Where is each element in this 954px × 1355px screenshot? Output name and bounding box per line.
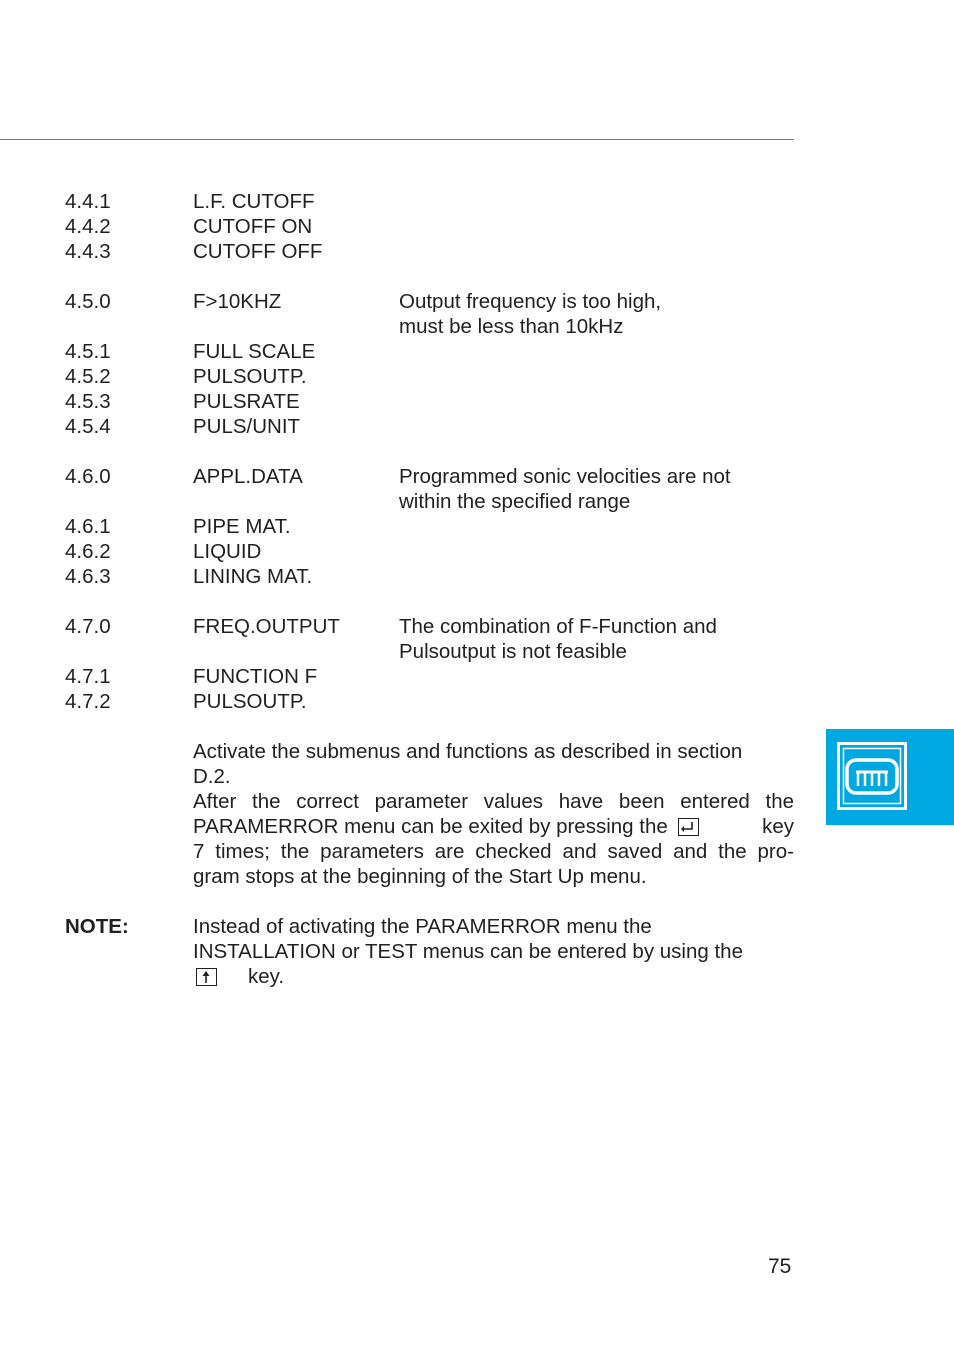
instructions-paragraph (193, 739, 794, 889)
table-row (65, 339, 794, 364)
item-code: PULSOUTP. (193, 365, 307, 388)
table-row (65, 614, 794, 639)
table-row (65, 539, 794, 564)
item-number: 4.6.3 (65, 565, 111, 588)
item-code: CUTOFF ON (193, 215, 313, 238)
table-row (65, 564, 794, 589)
note-line: Instead of activating the PARAMERROR menu the (193, 915, 652, 938)
item-number: 4.6.0 (65, 465, 111, 488)
item-code: APPL.DATA (193, 465, 303, 488)
header-rule (0, 139, 794, 140)
item-number: 4.4.2 (65, 215, 111, 238)
item-code: PULSRATE (193, 390, 300, 413)
item-number: 4.7.0 (65, 615, 111, 638)
item-number: 4.6.1 (65, 515, 111, 538)
item-code: FULL SCALE (193, 340, 316, 363)
table-row (65, 214, 794, 239)
note-block (65, 914, 794, 989)
page-number: 75 (768, 1255, 792, 1278)
item-code: F>10KHZ (193, 290, 282, 313)
item-code: PULS/UNIT (193, 415, 301, 438)
table-row (65, 189, 794, 214)
paragraph-line: 7 times; the parameters are checked and saved and the pro- (193, 840, 794, 863)
item-code: FUNCTION F (193, 665, 318, 688)
item-number: 4.4.1 (65, 190, 111, 213)
note-line: INSTALLATION or TEST menus can be entered by using the (193, 940, 743, 963)
item-number: 4.7.2 (65, 690, 111, 713)
item-description: within the specified range (399, 490, 631, 513)
table-row (65, 664, 794, 689)
paragraph-line: gram stops at the beginning of the Start Up menu. (193, 865, 647, 888)
table-row (65, 489, 794, 514)
table-row (65, 639, 794, 664)
flowmeter-device-icon (837, 742, 907, 810)
table-row (65, 289, 794, 314)
item-number: 4.5.3 (65, 390, 111, 413)
table-row (65, 514, 794, 539)
item-code: FREQ.OUTPUT (193, 615, 340, 638)
item-code: LIQUID (193, 540, 262, 563)
item-description: must be less than 10kHz (399, 315, 624, 338)
paragraph-line: Activate the submenus and functions as described in section (193, 740, 743, 763)
up-arrow-key-icon (196, 968, 217, 986)
item-number: 4.5.0 (65, 290, 111, 313)
table-row (65, 414, 794, 439)
section-tab (826, 729, 954, 825)
note-line (193, 964, 794, 989)
item-description: The combination of F-Function and (399, 615, 717, 638)
table-row (65, 389, 794, 414)
note-text (193, 914, 794, 989)
item-code: PULSOUTP. (193, 690, 307, 713)
paragraph-line: D.2. (193, 765, 231, 788)
note-text: key. (248, 965, 285, 988)
table-row (65, 464, 794, 489)
item-code: CUTOFF OFF (193, 240, 323, 263)
paragraph-text: key (762, 815, 794, 838)
item-code: L.F. CUTOFF (193, 190, 315, 213)
item-number: 4.5.1 (65, 340, 111, 363)
item-number: 4.7.1 (65, 665, 111, 688)
table-row (65, 689, 794, 714)
item-code: LINING MAT. (193, 565, 313, 588)
item-description: Pulsoutput is not feasible (399, 640, 627, 663)
enter-key-icon (678, 818, 699, 836)
item-description: Output frequency is too high, (399, 290, 662, 313)
item-number: 4.5.2 (65, 365, 111, 388)
note-label: NOTE: (65, 915, 129, 938)
item-description: Programmed sonic velocities are not (399, 465, 731, 488)
table-row (65, 314, 794, 339)
table-row (65, 364, 794, 389)
paragraph-text: PARAMERROR menu can be exited by pressing the (193, 815, 668, 838)
item-code: PIPE MAT. (193, 515, 291, 538)
item-number: 4.5.4 (65, 415, 111, 438)
table-row (65, 239, 794, 264)
item-number: 4.4.3 (65, 240, 111, 263)
paragraph-line: After the correct parameter values have been entered the (193, 790, 794, 813)
paragraph-line (193, 814, 794, 839)
item-number: 4.6.2 (65, 540, 111, 563)
document-body (65, 189, 794, 989)
